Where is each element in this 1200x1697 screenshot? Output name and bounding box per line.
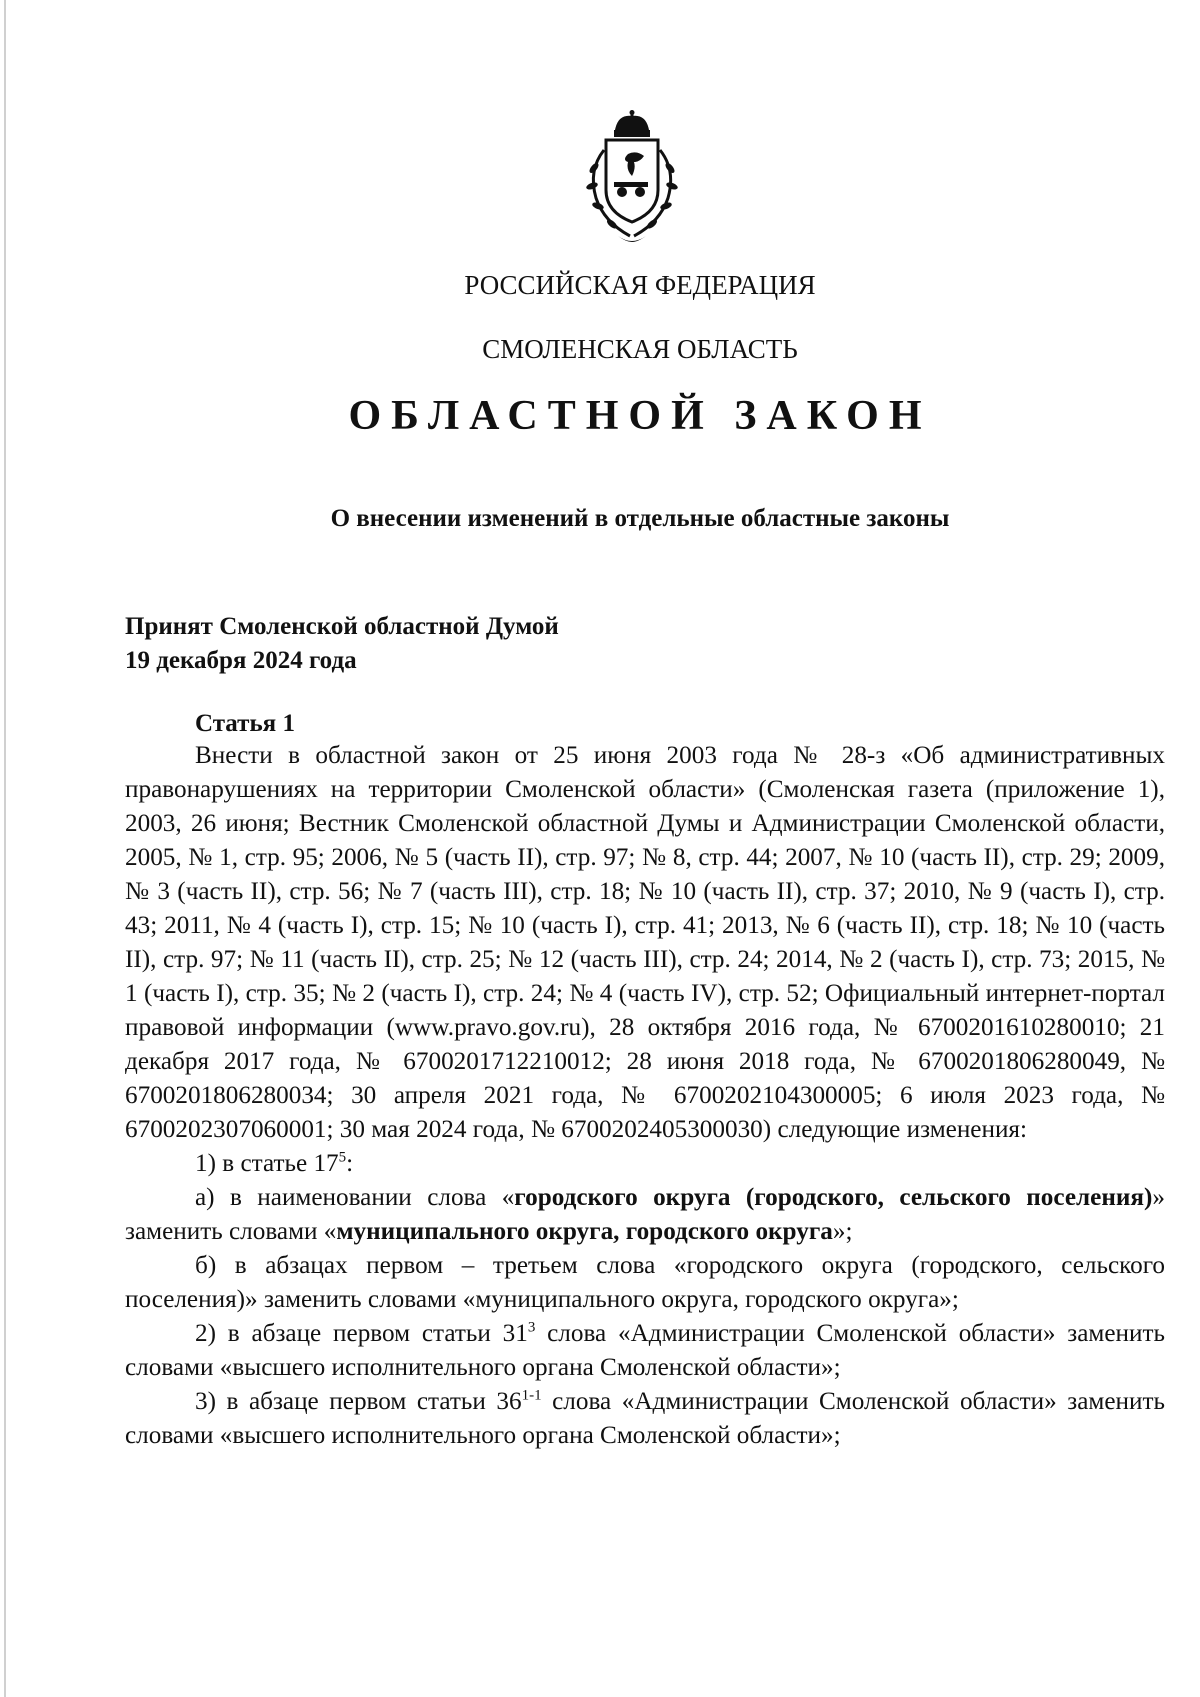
item-1a-bold-old: городского округа (городского, сельского поселения) bbox=[514, 1184, 1153, 1211]
item-1-suffix: : bbox=[346, 1150, 354, 1177]
item-1a-text: а) в наименовании слова « bbox=[195, 1184, 515, 1211]
item-1b: б) в абзацах первом – третьем слова «городского округа (городского, сельского поселения)» заменить словами «муниципального округа, городского округа»; bbox=[125, 1252, 1165, 1313]
item-2-text: 2) в абзаце первом статьи 31 bbox=[195, 1320, 528, 1347]
adoption-block bbox=[125, 610, 559, 678]
coat-of-arms-icon bbox=[578, 110, 686, 248]
item-1a-text: » заменить словами « bbox=[125, 1184, 1165, 1245]
country-heading: РОССИЙСКАЯ ФЕДЕРАЦИЯ bbox=[464, 270, 816, 300]
item-1-text: 1) в статье 17 bbox=[195, 1150, 339, 1177]
region-heading: СМОЛЕНСКАЯ ОБЛАСТЬ bbox=[482, 334, 798, 364]
item-3-text: 3) в абзаце первом статьи 36 bbox=[195, 1388, 522, 1415]
adoption-line: Принят Смоленской областной Думой bbox=[125, 613, 559, 640]
item-1 bbox=[125, 1147, 1165, 1181]
scan-edge-line bbox=[4, 0, 6, 1697]
item-3 bbox=[125, 1385, 1165, 1453]
article-body bbox=[125, 739, 1165, 1453]
item-3-text: слова «Администрации Смоленской области» заменить словами «высшего исполнительного органа Смоленской области»; bbox=[125, 1388, 1165, 1449]
article-intro-paragraph: Внести в областной закон от 25 июня 2003 года № 28-з «Об административных правонарушениях на территории Смоленской области» (Смоленская газета (приложение 1), 2003, 26 июня; Вестник Смоленской областной Думы и Администрации Смоленской области, 2005, № 1, стр. 95; 2006, № 5 (часть II), стр. 97; № 8, стр. 44; 2007, № 10 (часть II), стр. 29; 2009, № 3 (часть II), стр. 56; № 7 (часть III), стр. 18; № 10 (часть II), стр. 37; 2010, № 9 (часть I), стр. 43; 2011, № 4 (часть I), стр. 15; № 10 (часть I), стр. 41; 2013, № 6 (часть II), стр. 18; № 10 (часть II), стр. 97; № 11 (часть II), стр. 25; № 12 (часть III), стр. 24; 2014, № 2 (часть I), стр. 73; 2015, № 1 (часть I), стр. 35; № 2 (часть I), стр. 24; № 4 (часть IV), стр. 52; Официальный интернет-портал правовой информации (www.pravo.gov.ru), 28 октября 2016 года, № 6700201610280010; 21 декабря 2017 года, № 6700201712210012; 28 июня 2018 года, № 6700201806280049, № 6700201806280034; 30 апреля 2021 года, № 6700202104300005; 6 июля 2023 года, № 6700202307060001; 30 мая 2024 года, № 6700202405300030) следующие изменения: bbox=[125, 742, 1165, 1143]
item-1a-text: »; bbox=[832, 1218, 853, 1245]
law-subject-title: О внесении изменений в отдельные областные законы bbox=[330, 505, 950, 532]
item-2-text: слова «Администрации Смоленской области» заменить словами «высшего исполнительного органа Смоленской области»; bbox=[125, 1320, 1165, 1381]
item-3-superscript: 1-1 bbox=[521, 1387, 542, 1404]
item-1-superscript: 5 bbox=[338, 1149, 347, 1166]
item-2 bbox=[125, 1317, 1165, 1385]
item-2-superscript: 3 bbox=[527, 1319, 536, 1336]
document-type-title: ОБЛАСТНОЙ ЗАКОН bbox=[348, 393, 932, 439]
item-1a bbox=[125, 1181, 1165, 1249]
adoption-date: 19 декабря 2024 года bbox=[125, 647, 357, 674]
article-heading: Статья 1 bbox=[195, 710, 295, 737]
item-1a-bold-new: муниципального округа, городского округа bbox=[336, 1218, 833, 1245]
